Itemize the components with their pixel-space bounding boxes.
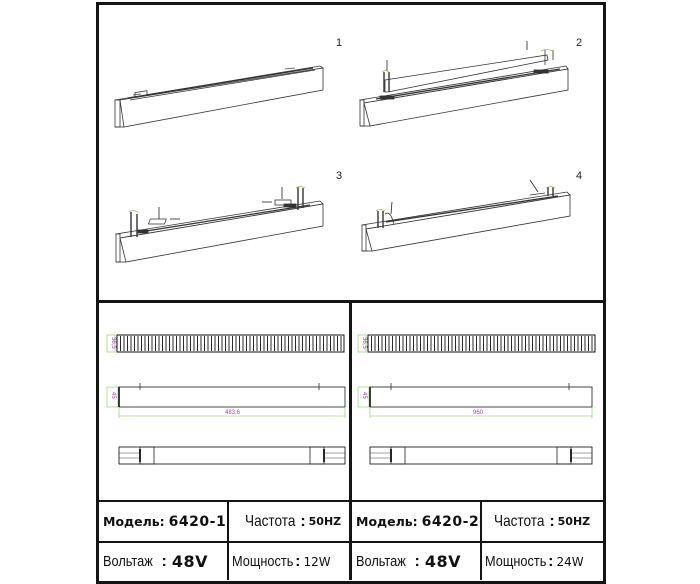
model-2-frequency-cell: Частота : 50HZ	[494, 512, 591, 530]
model-1-frequency-label: Частота	[245, 512, 296, 530]
model-1-top-view-drawing	[100, 330, 350, 360]
model-1-model-cell	[103, 502, 227, 541]
svg-text:45: 45	[361, 392, 367, 399]
model-2-model-label: Модель:	[356, 514, 418, 529]
table-col-divider-right	[480, 500, 482, 580]
model-2-model-value: 6420-2	[421, 513, 480, 530]
model-2-length-label: 960	[473, 410, 484, 416]
svg-text:45: 45	[110, 392, 116, 399]
model-2-side-view-drawing	[355, 380, 605, 430]
model-1-voltage-value: 48V	[171, 552, 208, 571]
step-number-3: 3	[336, 170, 343, 182]
model-1-power-value: 12W	[303, 554, 331, 569]
model-2-power-label: Мощность	[485, 553, 547, 570]
model-2-frequency-value: 50HZ	[557, 515, 591, 528]
model-1-model-value: 6420-1	[168, 513, 227, 530]
model-1-power-label: Мощность	[232, 553, 294, 570]
model-1-length-label: 483,6	[225, 410, 241, 416]
model-2-frequency-label: Частота	[494, 512, 545, 530]
svg-text:36,5: 36,5	[361, 337, 367, 349]
model-1-model-label: Модель:	[103, 514, 165, 529]
model-2-power-cell: Мощность : 24W	[485, 552, 584, 570]
model-1-side-view-drawing	[100, 380, 350, 430]
model-1-voltage-cell: Вольтаж : 48V	[103, 552, 208, 571]
step-number-1: 1	[336, 37, 343, 49]
model-2-voltage-cell: Вольтаж : 48V	[356, 552, 461, 571]
model-2-model-cell	[356, 502, 480, 541]
model-1-voltage-label: Вольтаж	[103, 553, 153, 570]
model-2-bottom-view-drawing	[355, 440, 605, 470]
model-2-top-view-drawing	[355, 330, 605, 360]
model-1-bottom-view-drawing	[100, 440, 350, 470]
svg-text:36,5: 36,5	[110, 337, 116, 349]
model-2-voltage-label: Вольтаж	[356, 553, 406, 570]
table-col-divider-left	[227, 500, 229, 580]
model-1-power-cell: Мощность : 12W	[232, 552, 331, 570]
step-number-2: 2	[576, 37, 583, 49]
step-number-4: 4	[576, 170, 583, 182]
model-2-power-value: 24W	[556, 554, 584, 569]
model-1-frequency-value: 50HZ	[308, 515, 342, 528]
model-1-frequency-cell: Частота : 50HZ	[245, 512, 342, 530]
model-2-voltage-value: 48V	[424, 552, 461, 571]
